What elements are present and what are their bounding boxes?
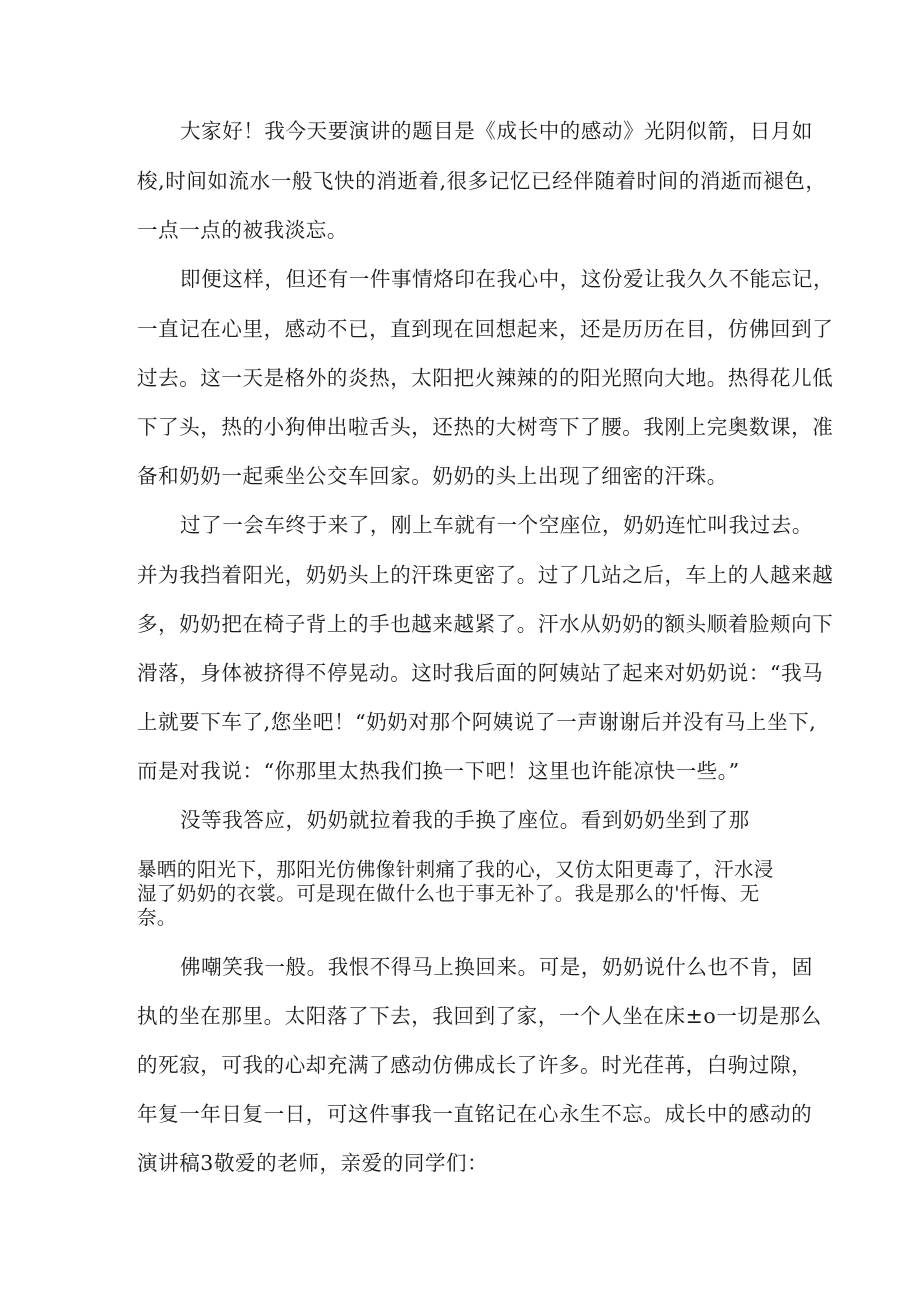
text-line: 大家好！我今天要演讲的题目是《成长中的感动》光阴似箭，日月如 [180,119,813,143]
text-line: 备和奶奶一起乘坐公交车回家。奶奶的头上出现了细密的汗珠。 [137,464,728,488]
text-line: 佛嘲笑我一般。我恨不得马上换回来。可是，奶奶说什么也不肯，固 [180,955,813,979]
text-line: 过了一会车终于来了，刚上车就有一个空座位，奶奶连忙叫我过去。 [180,513,813,537]
text-line: 暴晒的阳光下，那阳光仿佛像针刺痛了我的心，又仿太阳更毒了，汗水浸 [137,858,774,881]
text-line: 奈。 [137,906,177,929]
text-line: 下了头，热的小狗伸出啦舌头，还热的大树弯下了腰。我刚上完奥数课，准 [137,415,834,439]
text-line: 滑落，身体被挤得不停晃动。这时我后面的阿姨站了起来对奶奶说：“我马 [137,661,824,685]
text-line: 梭,时间如流水一般飞快的消逝着,很多记忆已经伴随着时间的消逝而褪色， [137,169,827,193]
text-line: 一点一点的被我淡忘。 [137,218,348,242]
text-line: 一直记在心里，感动不已，直到现在回想起来，还是历历在目，仿佛回到了 [137,317,834,341]
text-line: 即便这样，但还有一件事情烙印在我心中，这份爱让我久久不能忘记， [180,267,835,291]
text-line: 演讲稿3敬爱的老师，亲爱的同学们： [137,1151,489,1175]
text-line: 而是对我说：“你那里太热我们换一下吧！这里也许能凉快一些。” [137,759,740,783]
text-line: 并为我挡着阳光，奶奶头上的汗珠更密了。过了几站之后，车上的人越来越 [137,563,834,587]
text-line: 过去。这一天是格外的炎热，太阳把火辣辣的的阳光照向大地。热得花儿低 [137,366,834,390]
text-line: 年复一年日复一日，可这件事我一直铭记在心永生不忘。成长中的感动的 [137,1102,813,1126]
text-line: 上就要下车了,您坐吧！“奶奶对那个阿姨说了一声谢谢后并没有马上坐下, [137,710,817,734]
text-line: 没等我答应，奶奶就拉着我的手换了座位。看到奶奶坐到了那 [180,808,750,832]
text-line: 的死寂，可我的心却充满了感动仿佛成长了许多。时光荏苒，白驹过隙， [137,1053,813,1077]
text-line: 执的坐在那里。太阳落了下去，我回到了家，一个人坐在床±o一切是那么 [137,1004,822,1028]
text-line: 湿了奶奶的衣裳。可是现在做什么也于事无补了。我是那么的'忏悔、无 [137,882,760,905]
text-line: 多，奶奶把在椅子背上的手也越来越紧了。汗水从奶奶的额头顺着脸颊向下 [137,612,834,636]
